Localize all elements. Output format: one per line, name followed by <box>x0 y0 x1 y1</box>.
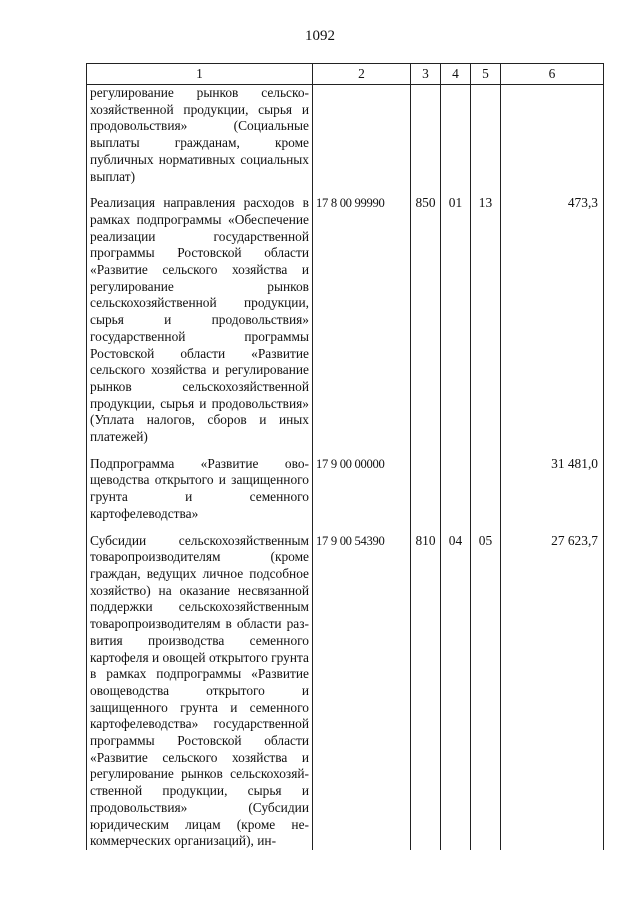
row-c3: 810 <box>411 533 441 850</box>
row-c5 <box>471 85 501 186</box>
row-amount: 27 623,7 <box>501 533 604 850</box>
row-description: Подпрограмма «Развитие овощеводства открытого и защищенного грунта и семенного картофелеводства» <box>87 456 313 523</box>
row-amount: 31 481,0 <box>501 456 604 523</box>
table-row <box>87 456 604 523</box>
row-c4 <box>441 85 471 186</box>
column-header: 3 <box>411 64 441 85</box>
row-amount <box>501 85 604 186</box>
row-description: Субсидии сельскохозяйственным товаропроизводителям (кроме граждан, ведущих личное подсобное хозяйство) на оказание несвязанной поддержки сельскохозяйственным товаропроизводителям в области развития производства семенного картофеля и овощей открытого грунта в рамках подпрограммы «Развитие овощеводства открытого и защищенного грунта и семенного картофелеводства» государственной программы Ростовской области «Развитие сельского хозяйства и регулирование рынков сельскохозяйственной продукции, сырья и продовольствия» (Субсидии юридическим лицам (кроме некоммерческих организаций), ин- <box>87 533 313 850</box>
budget-table <box>86 63 604 850</box>
column-header: 6 <box>501 64 604 85</box>
table-row <box>87 85 604 186</box>
row-description: Реализация направления расходов в рамках подпрограммы «Обеспечение реализации государственной программы Ростовской области «Развитие сельского хозяйства и регулирование рынков сельскохозяйственной продукции, сырья и продовольствия» государственной программы Ростовской области «Развитие сельского хозяйства и регулирование рынков сельскохозяйственной продукции, сырья и продовольствия» (Уплата налогов, сборов и иных платeжей) <box>87 195 313 446</box>
row-c3 <box>411 456 441 523</box>
row-c5: 05 <box>471 533 501 850</box>
row-c3 <box>411 85 441 186</box>
row-description: регулирование рынков сельскохозяйственной продукции, сырья и продовольствия» (Социальные выплаты гражданам, кроме публичных нормативных социальных выплат) <box>87 85 313 186</box>
column-header: 4 <box>441 64 471 85</box>
row-c4: 04 <box>441 533 471 850</box>
row-c5: 13 <box>471 195 501 446</box>
row-c3: 850 <box>411 195 441 446</box>
row-amount: 473,3 <box>501 195 604 446</box>
row-c4: 01 <box>441 195 471 446</box>
column-header: 1 <box>87 64 313 85</box>
column-header: 5 <box>471 64 501 85</box>
table-row <box>87 533 604 850</box>
row-code: 17 9 00 00000 <box>313 456 411 523</box>
page-number: 1092 <box>305 28 335 44</box>
column-header: 2 <box>313 64 411 85</box>
row-code <box>313 85 411 186</box>
table-header <box>87 64 604 85</box>
table-row <box>87 195 604 446</box>
row-code: 17 9 00 54390 <box>313 533 411 850</box>
row-c5 <box>471 456 501 523</box>
row-c4 <box>441 456 471 523</box>
row-code: 17 8 00 99990 <box>313 195 411 446</box>
